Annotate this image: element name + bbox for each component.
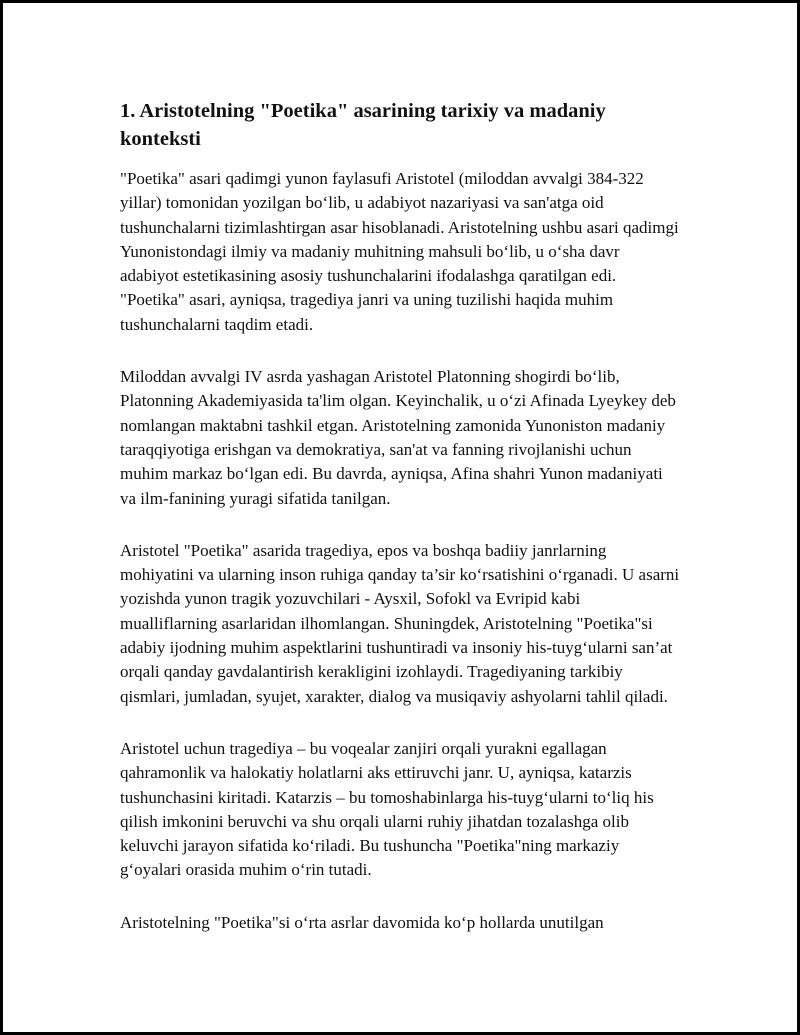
- paragraph-4: Aristotel uchun tragediya – bu voqealar zanjiri orqali yurakni egallagan qahramonlik va halokatiy holatlarni aks ettiruvchi janr. U, ayniqsa, katarzis tushunchasini kiritadi. Katarzis – bu tomoshabinlarga his-tuyg‘ularni to‘liq his qilish imkonini beruvchi va shu orqali ularni ruhiy jihatdan tozalashga olib keluvchi jarayon sifatida ko‘riladi. Bu tushuncha "Poetika"ning markaziy g‘oyalari orasida muhim o‘rin tutadi.: [120, 738, 654, 880]
- section-heading: 1. Aristotelning "Poetika" asarining tarixiy va madaniy konteksti: [120, 100, 606, 150]
- document-body: [120, 97, 680, 963]
- paragraph-3: Aristotel "Poetika" asarida tragediya, epos va boshqa badiiy janrlarning mohiyatini va ularning inson ruhiga qanday ta’sir ko‘rsatishini o‘rganadi. U asarni yozishda yunon tragik yozuvchilari - Aysxil, Sofokl va Evripid kabi mualliflarning asarlaridan ilhomlangan. Shuningdek, Aristotelning "Poetika"si adabiy ijodning muhim aspektlarini tushuntiradi va insoniy his-tuyg‘ularni san’at orqali qanday gavdalantirish kerakligini izohlaydi. Tragediyaning tarkibiy qismlari, jumladan, syujet, xarakter, dialog va musiqaviy ashyolarni tahlil qiladi.: [120, 540, 680, 706]
- paragraph-2: Miloddan avvalgi IV asrda yashagan Aristotel Platonning shogirdi bo‘lib, Platonning Akademiyasida ta'lim olgan. Keyinchalik, u o‘zi Afinada Lyeykey deb nomlangan maktabni tashkil etgan. Aristotelning zamonida Yunoniston madaniy taraqqiyotiga erishgan va demokratiya, san'at va fanning rivojlanishi uchun muhim markaz bo‘lgan edi. Bu davrda, ayniqsa, Afina shahri Yunon madaniyati va ilm-fanining yuragi sifatida tanilgan.: [120, 367, 676, 508]
- paragraph-5: Aristotelning "Poetika"si o‘rta asrlar davomida ko‘p hollarda unutilgan: [120, 912, 604, 932]
- paragraph-1: "Poetika" asari qadimgi yunon faylasufi Aristotel (miloddan avvalgi 384-322 yillar) tomonidan yozilgan bo‘lib, u adabiyot nazariyasi va san'atga oid tushunchalarni tizimlashtirgan asar hisoblanadi. Aristotelning ushbu asari qadimgi Yunonistondagi ilmiy va madaniy muhitning mahsuli bo‘lib, u o‘sha davr adabiyot estetikasining asosiy tushunchalarini ifodalashga qaratilgan edi. "Poetika" asari, ayniqsa, tragediya janri va uning tuzilishi haqida muhim tushunchalarni taqdim etadi.: [120, 169, 679, 334]
